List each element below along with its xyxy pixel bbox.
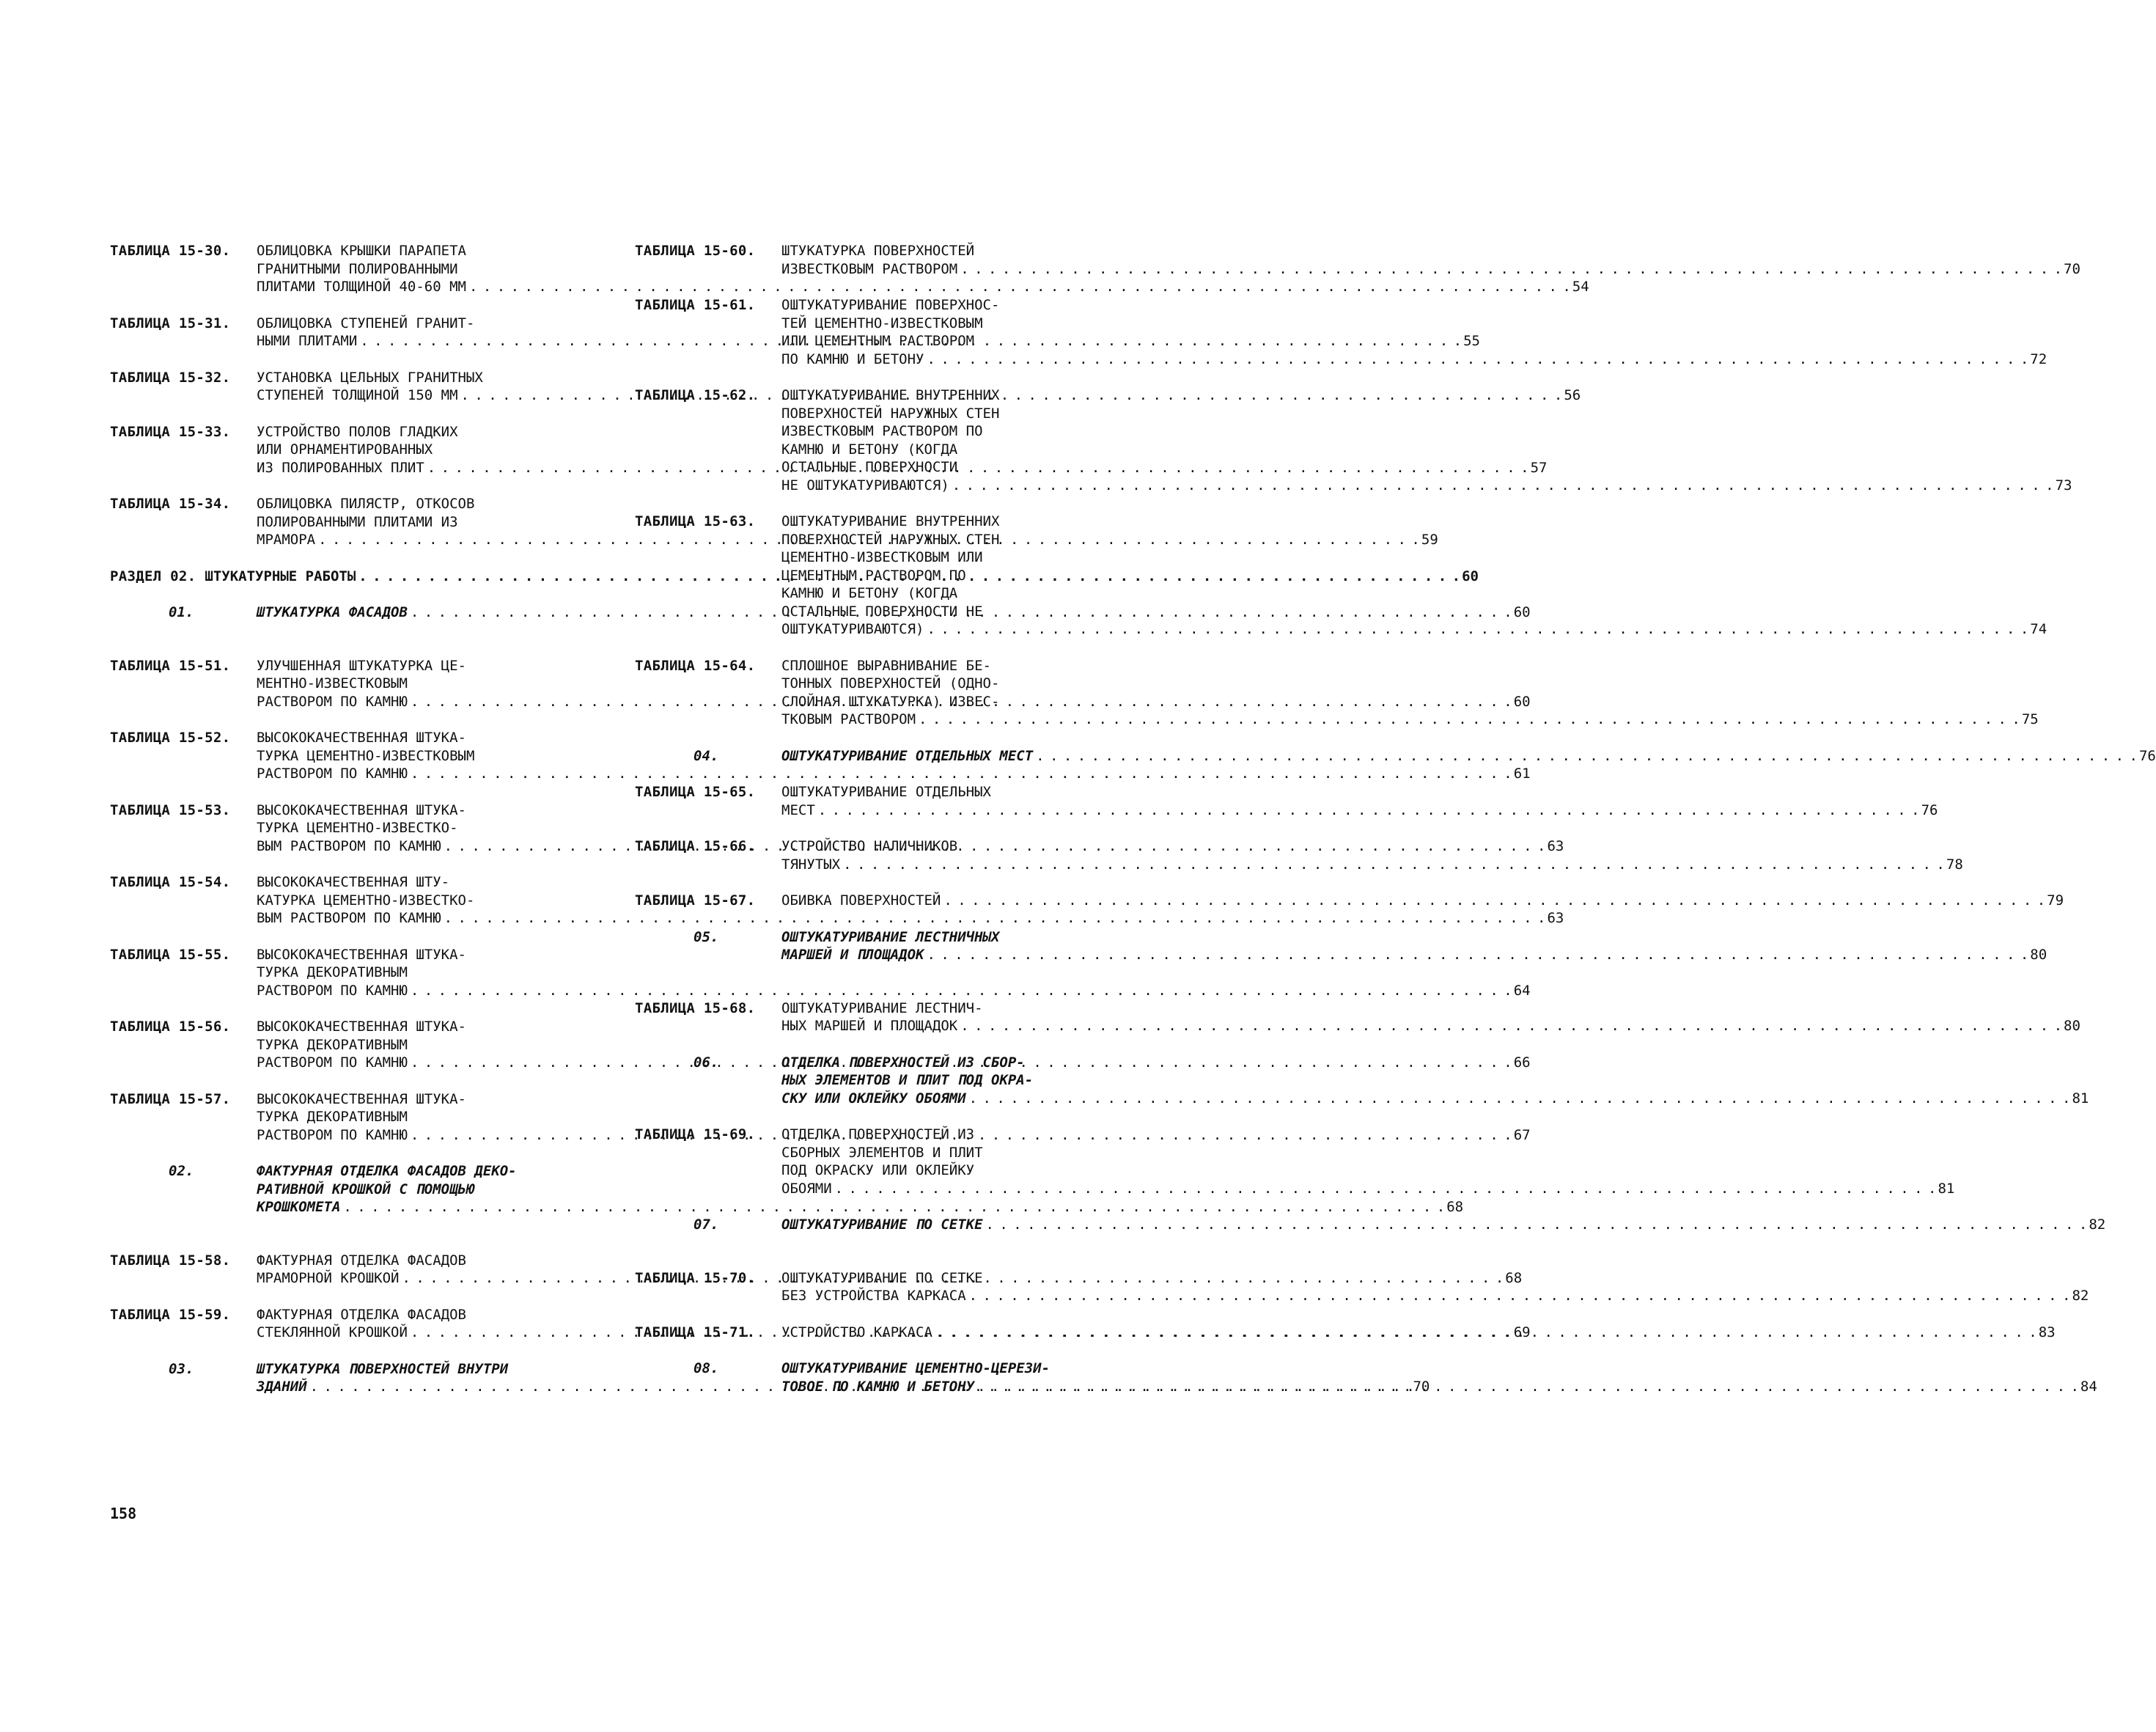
entry-title [781,1216,2105,1234]
title-line: ШТУКАТУРКА ПОВЕРХНОСТЕЙ [781,243,975,259]
entry-title [781,386,2072,494]
entry-title [781,999,2080,1035]
title-line: ОШТУКАТУРИВАНИЕ ЛЕСТНИЧНЫХ [781,928,1000,945]
title-line: ЦЕМЕНТНЫМ РАСТВОРОМ ПО [781,567,966,584]
title-line: ЗДАНИЙ [257,1379,307,1395]
dot-leader [943,892,2044,910]
dot-leader [843,856,1943,874]
dot-leader [1036,747,2136,766]
title-line: ВЫСОКОКАЧЕСТВЕННАЯ ШТУ- [257,874,450,890]
title-line: ОШТУКАТУРИВАНИЕ ЦЕМЕНТНО-ЦЕРЕЗИ- [781,1360,1051,1376]
page-ref: 81 [2072,1090,2089,1107]
title-line: ОШТУКАТУРИВАНИЕ ОТДЕЛЬНЫХ МЕСТ [781,747,1034,764]
title-line: ОБИВКА ПОВЕРХНОСТЕЙ [781,892,941,909]
entry-label: ТАБЛИЦА 15-59. [110,1306,231,1323]
title-line: МРАМОРНОЙ КРОШКОЙ [257,1270,400,1286]
title-line: КРОШКОМЕТА [257,1199,341,1215]
entry-label: ТАБЛИЦА 15-32. [110,369,231,386]
title-line: МЕНТНО-ИЗВЕСТКОВЫМ [257,675,408,691]
title-line: ВЫСОКОКАЧЕСТВЕННАЯ ШТУКА- [257,1090,466,1107]
toc-subsection [635,928,2048,964]
subsection-number: 08. [693,1360,719,1376]
entry-title [781,657,2039,729]
title-line: УСТРОЙСТВО КАРКАСА [781,1324,932,1340]
dot-leader [818,801,1918,820]
dot-leader [919,711,2019,729]
dot-leader [960,1017,2061,1035]
entry-label: ТАБЛИЦА 15-30. [110,243,231,259]
subsection-number: 03. [169,1360,194,1377]
subsection-number: 07. [693,1217,719,1233]
title-line: ОСТАЛЬНЫЕ ПОВЕРХНОСТИ [781,459,958,475]
title-line: РАСТВОРОМ ПО КАМНЮ [257,982,408,999]
title-line: ТУРКА ДЕКОРАТИВНЫМ [257,1036,408,1053]
title-line: ЦЕМЕНТНО-ИЗВЕСТКОВЫМ ИЛИ [781,549,983,565]
page-ref: 60 [1513,604,1531,620]
dot-leader [960,260,2061,279]
dot-leader [835,1180,1935,1198]
entry-label: ТАБЛИЦА 15-56. [110,1019,231,1035]
entry-label: ТАБЛИЦА 15-55. [110,946,231,963]
title-line: ОБЛИЦОВКА КРЫШКИ ПАРАПЕТА [257,243,466,259]
title-line: ФАКТУРНАЯ ОТДЕЛКА ФАСАДОВ [257,1306,466,1323]
title-line: НЫХ ЭЛЕМЕНТОВ И ПЛИТ ПОД ОКРА- [781,1072,1034,1088]
title-line: УСТРОЙСТВО НАЛИЧНИКОВ [781,838,958,854]
entry-title [781,513,2047,639]
entry-label: ТАБЛИЦА 15-33. [110,423,231,440]
title-line: РАСТВОРОМ ПО КАМНЮ [257,693,408,710]
entry-label: ТАБЛИЦА 15-67. [635,892,756,909]
title-line: УСТРОЙСТВО ПОЛОВ ГЛАДКИХ [257,423,458,440]
title-line: ОШТУКАТУРИВАНИЕ ПО СЕТКЕ [781,1269,983,1286]
page-ref: 69 [1513,1324,1531,1340]
title-line: ШТУКАТУРКА ПОВЕРХНОСТЕЙ ВНУТРИ [257,1360,509,1377]
title-line: МЕСТ [781,801,815,818]
title-line: ВЫМ РАСТВОРОМ ПО КАМНЮ [257,837,441,854]
entry-label: ТАБЛИЦА 15-52. [110,730,231,746]
title-line: ПОЛИРОВАННЫМИ ПЛИТАМИ ИЗ [257,513,458,530]
dot-leader [935,1324,2036,1342]
entry-label: ТАБЛИЦА 15-58. [110,1252,231,1269]
title-line: ТУРКА ЦЕМЕНТНО-ИЗВЕСТКОВЫМ [257,747,475,764]
entry-label: ТАБЛИЦА 15-53. [110,801,231,818]
subsection-number: 04. [693,747,719,764]
page-ref: 55 [1463,333,1480,349]
entry-label: ТАБЛИЦА 15-60. [635,243,756,259]
title-line: ФАКТУРНАЯ ОТДЕЛКА ФАСАДОВ [257,1252,466,1269]
entry-title [781,296,2047,368]
entry-label: ТАБЛИЦА 15-63. [635,513,756,529]
page-ref: 60 [1513,693,1531,710]
page-ref: 80 [2030,947,2048,963]
title-line: ТЯНУТЫХ [781,856,841,873]
entry-label: ТАБЛИЦА 15-68. [635,999,756,1016]
page-ref: 75 [2021,711,2039,727]
dot-leader [927,351,2027,369]
title-line: ТЕЙ ЦЕМЕНТНО-ИЗВЕСТКОВЫМ [781,315,983,331]
title-line: ОШТУКАТУРИВАНИЕ ВНУТРЕННИХ [781,387,1000,403]
page-ref: 60 [1462,568,1479,584]
page-ref: 63 [1547,837,1564,854]
entry-label: ТАБЛИЦА 15-66. [635,838,756,854]
page-ref: 76 [1921,801,1938,818]
page-ref: 72 [2030,351,2048,367]
title-line: ОШТУКАТУРИВАНИЕ ПО СЕТКЕ [781,1217,983,1233]
title-line: УЛУЧШЕННАЯ ШТУКАТУРКА ЦЕ- [257,657,466,674]
title-line: СТЕКЛЯННОЙ КРОШКОЙ [257,1324,408,1340]
entry-label: ТАБЛИЦА 15-64. [635,657,756,674]
title-line: НЕ ОШТУКАТУРИВАЮТСЯ) [781,477,949,493]
page-ref: 74 [2030,621,2048,637]
page-ref: 61 [1513,766,1531,782]
entry-title [781,1126,1954,1197]
title-line: ФАКТУРНАЯ ОТДЕЛКА ФАСАДОВ ДЕКО- [257,1163,517,1179]
title-line: СПЛОШНОЕ ВЫРАВНИВАНИЕ БЕ- [781,657,991,674]
title-line: УСТАНОВКА ЦЕЛЬНЫХ ГРАНИТНЫХ [257,369,483,386]
title-line: СБОРНЫХ ЭЛЕМЕНТОВ И ПЛИТ [781,1144,983,1161]
entry-label: ТАБЛИЦА 15-34. [110,496,231,512]
title-line: ТОВОЕ ПО КАМНЮ И БЕТОНУ [781,1378,975,1395]
title-line: ИЗ ПОЛИРОВАННЫХ ПЛИТ [257,459,424,476]
page-number: 158 [110,1505,137,1522]
title-line: ГРАНИТНЫМИ ПОЛИРОВАННЫМИ [257,260,458,277]
title-line: НЫМИ ПЛИТАМИ [257,333,358,349]
entry-title [781,747,2156,766]
title-line: ИЗВЕСТКОВЫМ РАСТВОРОМ ПО [781,423,983,439]
dot-leader [952,477,2053,495]
entry-title [781,783,1938,819]
title-line: ТУРКА ДЕКОРАТИВНЫМ [257,964,408,980]
title-line: ОТДЕЛКА ПОВЕРХНОСТЕЙ ИЗ СБОР- [781,1054,1025,1071]
page-ref: 68 [1505,1270,1523,1286]
dot-leader [969,1287,2069,1305]
entry-label: ТАБЛИЦА 15-70. [635,1269,756,1286]
title-line: ВЫСОКОКАЧЕСТВЕННАЯ ШТУКА- [257,1019,466,1035]
title-line: ОТДЕЛКА ПОВЕРХНОСТЕЙ ИЗ [781,1126,975,1142]
subsection-number: 01. [169,604,194,620]
title-line: НЫХ МАРШЕЙ И ПЛОЩАДОК [781,1018,958,1034]
title-line: ВЫСОКОКАЧЕСТВЕННАЯ ШТУКА- [257,801,466,818]
title-line: СТУПЕНЕЙ ТОЛЩИНОЙ 150 ММ [257,387,458,403]
entry-title [781,242,2080,278]
subsection-number: 06. [693,1054,719,1071]
title-line: ПО КАМНЮ И БЕТОНУ [781,351,924,367]
title-line: ВЫСОКОКАЧЕСТВЕННАЯ ШТУКА- [257,730,466,746]
title-line: ОБЛИЦОВКА ПИЛЯСТР, ОТКОСОВ [257,496,475,512]
title-line: ОБЛИЦОВКА СТУПЕНЕЙ ГРАНИТ- [257,315,475,331]
entry-label: ТАБЛИЦА 15-54. [110,874,231,890]
entry-label: ТАБЛИЦА 15-71. [635,1324,756,1340]
entry-title [781,928,2047,964]
entry-title [781,1054,2089,1108]
entry-title [781,1269,2089,1305]
entry-label: ТАБЛИЦА 15-51. [110,657,231,674]
dot-leader [927,620,2027,639]
toc-entry [635,783,1938,819]
entry-label: ТАБЛИЦА 15-62. [635,387,756,403]
title-line: РАСТВОРОМ ПО КАМНЮ [257,1054,408,1071]
page-ref: 78 [1946,856,1963,873]
title-line: ИЛИ ЦЕМЕНТНЫМ РАСТВОРОМ [781,333,975,349]
title-line: ВЫСОКОКАЧЕСТВЕННАЯ ШТУКА- [257,946,466,963]
page-ref: 63 [1547,910,1564,926]
toc-entry [635,892,2064,910]
page-ref: 64 [1513,982,1531,999]
title-line: ТКОВЫМ РАСТВОРОМ [781,711,916,727]
entry-title [781,1359,2097,1395]
page-ref: 79 [2047,892,2064,909]
page-ref: 66 [1513,1054,1531,1071]
title-line: ОШТУКАТУРИВАНИЕ ЛЕСТНИЧ- [781,999,983,1016]
title-line: ШТУКАТУРКА ФАСАДОВ [257,604,408,620]
page-ref: 81 [1938,1180,1955,1197]
toc-subsection [635,747,2156,766]
page-ref: 84 [2080,1378,2097,1395]
page-ref: 83 [2038,1324,2056,1340]
title-line: МРАМОРА [257,532,316,548]
title-line: РАСТВОРОМ ПО КАМНЮ [257,766,408,782]
title-line: КАМНЮ И БЕТОНУ (КОГДА [781,585,958,601]
entry-title [781,837,1963,873]
title-line: РАТИВНОЙ КРОШКОЙ С ПОМОЩЬЮ [257,1181,475,1197]
entry-label: ТАБЛИЦА 15-65. [635,784,756,800]
page-ref: 76 [2138,747,2156,764]
page-ref: 54 [1572,279,1589,295]
page-ref: 59 [1421,532,1438,548]
dot-leader [927,946,2027,964]
entry-label: ТАБЛИЦА 15-31. [110,315,231,331]
entry-label: ТАБЛИЦА 15-57. [110,1090,231,1107]
subsection-number: 02. [169,1163,194,1179]
entry-title [781,892,2064,910]
title-line: ПЛИТАМИ ТОЛЩИНОЙ 40-60 ММ [257,279,466,295]
title-line: ОСТАЛЬНЫЕ ПОВЕРХНОСТИ НЕ [781,603,983,620]
title-line: ОШТУКАТУРИВАЮТСЯ) [781,621,924,637]
page-ref: 56 [1564,387,1581,403]
title-line: ТУРКА ДЕКОРАТИВНЫМ [257,1109,408,1125]
page-ref: 70 [1413,1379,1430,1395]
entry-label: РАЗДЕЛ 02. [110,568,196,584]
title-line: КАМНЮ И БЕТОНУ (КОГДА [781,441,958,458]
page-ref: 57 [1530,459,1548,476]
title-line: ПОВЕРХНОСТЕЙ НАРУЖНЫХ СТЕН [781,531,1000,548]
title-line: ОШТУКАТУРИВАНИЕ ПОВЕРХНОС- [781,297,1000,313]
title-line: ВЫМ РАСТВОРОМ ПО КАМНЮ [257,910,441,926]
title-line: ИЛИ ОРНАМЕНТИРОВАННЫХ [257,441,433,458]
title-line: СКУ ИЛИ ОКЛЕЙКУ ОБОЯМИ [781,1090,966,1107]
title-line: ШТУКАТУРНЫЕ РАБОТЫ [205,568,356,584]
page-ref: 82 [2089,1217,2106,1233]
page-ref: 68 [1446,1199,1464,1215]
title-line: ОБОЯМИ [781,1180,832,1197]
title-line: ТУРКА ЦЕМЕНТНО-ИЗВЕСТКО- [257,820,458,836]
dot-leader [977,1378,2078,1396]
dot-leader [986,1216,2086,1234]
subsection-number: 05. [693,928,719,945]
page-ref: 70 [2064,260,2080,277]
title-line: СЛОЙНАЯ ШТУКАТУРКА) ИЗВЕС- [781,693,1000,710]
entry-label: ТАБЛИЦА 15-69. [635,1126,756,1142]
title-line: ИЗВЕСТКОВЫМ РАСТВОРОМ [781,260,958,277]
title-line: ПОД ОКРАСКУ ИЛИ ОКЛЕЙКУ [781,1162,975,1178]
title-line: ТОННЫХ ПОВЕРХНОСТЕЙ (ОДНО- [781,675,1000,691]
dot-leader [969,1090,2069,1108]
title-line: БЕЗ УСТРОЙСТВА КАРКАСА [781,1288,966,1304]
title-line: КАТУРКА ЦЕМЕНТНО-ИЗВЕСТКО- [257,892,475,909]
page-ref: 80 [2064,1018,2080,1034]
title-line: ОШТУКАТУРИВАНИЕ ОТДЕЛЬНЫХ [781,784,991,800]
toc-entry [635,999,2080,1035]
page-ref: 67 [1513,1126,1531,1143]
title-line: ОШТУКАТУРИВАНИЕ ВНУТРЕННИХ [781,513,1000,529]
title-line: МАРШЕЙ И ПЛОЩАДОК [781,947,924,963]
entry-label: ТАБЛИЦА 15-61. [635,297,756,313]
page-ref: 73 [2055,477,2072,493]
toc-subsection [635,1216,2106,1234]
title-line: ПОВЕРХНОСТЕЙ НАРУЖНЫХ СТЕН [781,405,1000,422]
toc-entry [635,242,2080,278]
entry-title [781,1324,2056,1342]
title-line: РАСТВОРОМ ПО КАМНЮ [257,1126,408,1143]
page-ref: 82 [2072,1288,2089,1304]
